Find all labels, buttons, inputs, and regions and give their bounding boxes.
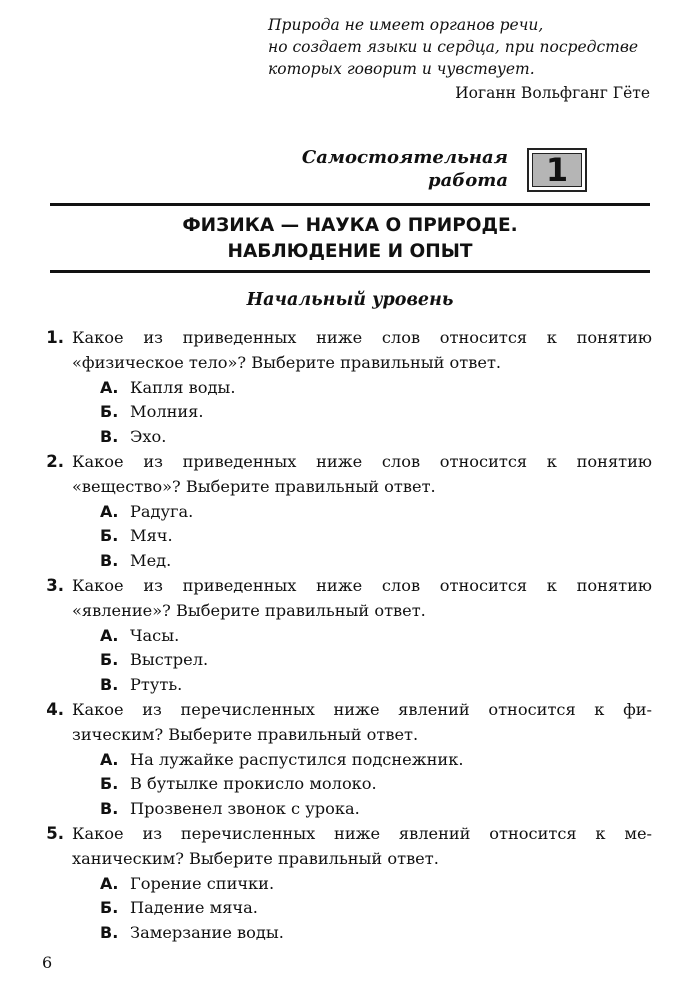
question-1	[22, 326, 652, 450]
option-letter: А.	[100, 625, 119, 645]
topic-title-line: НАБЛЮДЕНИЕ И ОПЫТ	[227, 241, 473, 262]
answer-option	[100, 872, 652, 897]
question-number: 3.	[46, 575, 64, 595]
option-text: Прозвенел звонок с урока.	[130, 799, 360, 819]
question-text	[72, 326, 652, 376]
answer-option	[100, 624, 652, 649]
option-letter: В.	[100, 427, 119, 447]
option-text: Капля воды.	[130, 377, 236, 397]
option-text: Часы.	[130, 625, 180, 645]
question-text-line: ханическим? Выберите правильный ответ.	[72, 848, 439, 868]
option-text: Замерзание воды.	[130, 923, 284, 943]
epigraph	[268, 14, 658, 104]
epigraph-line: Природа не имеет органов речи,	[268, 16, 544, 34]
epigraph-line: но создает языки и сердца, при посредстве	[268, 38, 639, 56]
option-text: На лужайке распустился подснежник.	[130, 749, 464, 769]
question-2	[22, 450, 652, 574]
question-number: 5.	[46, 823, 64, 843]
answer-option	[100, 648, 652, 673]
option-letter: А.	[100, 501, 119, 521]
epigraph-line: которых говорит и чувствует.	[268, 60, 535, 78]
answer-option	[100, 376, 652, 401]
work-number-badge: 1	[527, 148, 587, 192]
option-letter: А.	[100, 749, 119, 769]
option-letter: Б.	[100, 774, 119, 794]
option-letter: А.	[100, 873, 119, 893]
epigraph-author: Иоганн Вольфганг Гёте	[455, 84, 650, 102]
topic-title	[50, 213, 650, 265]
question-text-line: Какое из перечисленных ниже явлений относится к ме-	[72, 823, 652, 843]
option-text: В бутылке прокисло молоко.	[130, 774, 377, 794]
question-text	[72, 574, 652, 624]
option-text: Мяч.	[130, 526, 173, 546]
option-text: Ртуть.	[130, 675, 183, 695]
question-text	[72, 698, 652, 748]
question-text-line: зическим? Выберите правильный ответ.	[72, 724, 419, 744]
option-text: Выстрел.	[130, 650, 209, 670]
answer-option	[100, 425, 652, 450]
answer-option	[100, 500, 652, 525]
option-letter: Б.	[100, 898, 119, 918]
option-letter: В.	[100, 923, 119, 943]
option-letter: В.	[100, 799, 119, 819]
answer-option	[100, 524, 652, 549]
question-list	[22, 326, 652, 946]
question-text-line: «вещество»? Выберите правильный ответ.	[72, 476, 436, 496]
work-label	[302, 146, 508, 192]
question-5	[22, 822, 652, 946]
option-letter: Б.	[100, 650, 119, 670]
work-label-line: Самостоятельная	[301, 147, 508, 168]
option-letter: В.	[100, 675, 119, 695]
question-3	[22, 574, 652, 698]
header-rule-top	[50, 203, 650, 206]
option-text: Мед.	[130, 551, 172, 571]
answer-option	[100, 797, 652, 822]
answer-option	[100, 673, 652, 698]
work-label-line: работа	[428, 170, 508, 191]
level-heading: Начальный уровень	[246, 290, 454, 310]
option-text: Горение спички.	[130, 873, 275, 893]
question-text	[72, 450, 652, 500]
question-number: 2.	[46, 451, 64, 471]
question-4	[22, 698, 652, 822]
answer-option	[100, 896, 652, 921]
answer-option	[100, 772, 652, 797]
question-number: 4.	[46, 699, 64, 719]
option-text: Падение мяча.	[130, 898, 258, 918]
question-text-line: «физическое тело»? Выберите правильный ответ.	[72, 352, 502, 372]
option-letter: А.	[100, 377, 119, 397]
option-text: Молния.	[130, 402, 204, 422]
answer-option	[100, 400, 652, 425]
answer-option	[100, 921, 652, 946]
question-text-line: Какое из перечисленных ниже явлений относится к фи-	[72, 699, 652, 719]
option-text: Радуга.	[130, 501, 194, 521]
topic-title-line: ФИЗИКА — НАУКА О ПРИРОДЕ.	[182, 215, 518, 236]
question-text-line: Какое из приведенных ниже слов относится к понятию	[72, 328, 652, 347]
option-text: Эхо.	[130, 427, 167, 447]
option-letter: Б.	[100, 526, 119, 546]
question-text-line: «явление»? Выберите правильный ответ.	[72, 600, 426, 620]
page-number: 6	[42, 953, 53, 972]
question-text-line: Какое из приведенных ниже слов относится к понятию	[72, 575, 652, 595]
header-rule-bottom	[50, 270, 650, 273]
option-letter: Б.	[100, 402, 119, 422]
option-letter: В.	[100, 551, 119, 571]
question-number: 1.	[46, 328, 64, 347]
answer-option	[100, 748, 652, 773]
answer-option	[100, 549, 652, 574]
question-text	[72, 822, 652, 872]
question-text-line: Какое из приведенных ниже слов относится к понятию	[72, 451, 652, 471]
